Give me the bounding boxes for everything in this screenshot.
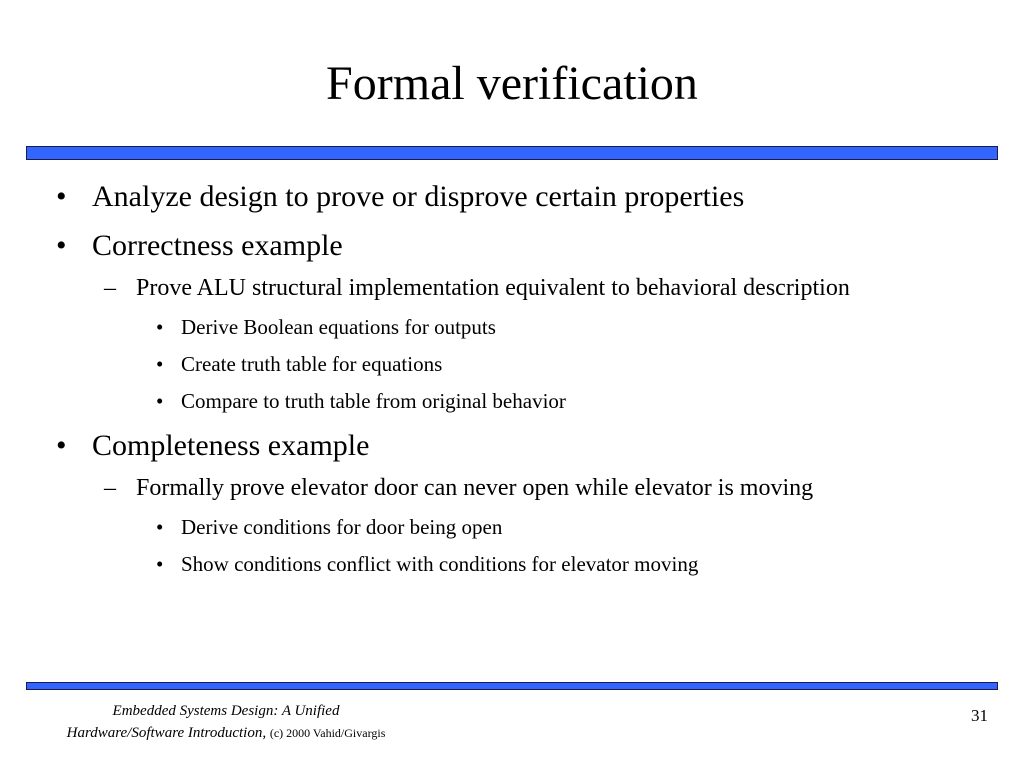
sub-sub-bullet-item: [0, 312, 1024, 342]
bullet-icon: •: [56, 180, 67, 213]
sub-bullet-text: Formally prove elevator door can never open while elevator is moving: [136, 475, 814, 501]
bullet-icon: •: [156, 315, 164, 339]
sub-sub-bullet-item: [0, 512, 1024, 542]
bullet-text: Completeness example: [92, 429, 370, 462]
bullet-icon: •: [156, 389, 164, 413]
bullet-icon: •: [156, 515, 164, 539]
top-divider: [26, 146, 998, 160]
slide-title: Formal verification: [326, 57, 698, 110]
dash-icon: –: [104, 275, 116, 301]
bullet-item: [0, 227, 1024, 265]
bullet-icon: •: [156, 352, 164, 376]
sub-sub-bullet-text: Show conditions conflict with conditions for elevator moving: [181, 552, 699, 576]
bottom-divider: [26, 682, 998, 690]
footer-citation: [26, 700, 426, 744]
footer-line-2: [26, 722, 426, 744]
sub-sub-bullet-item: [0, 349, 1024, 379]
footer-copyright: (c) 2000 Vahid/Givargis: [269, 726, 386, 740]
sub-bullet-item: [0, 471, 1024, 505]
sub-sub-bullet-text: Compare to truth table from original behavior: [181, 389, 566, 413]
bullet-item: [0, 178, 1024, 216]
bullet-text: Analyze design to prove or disprove certain properties: [92, 180, 745, 213]
bullet-icon: •: [156, 552, 164, 576]
dash-icon: –: [104, 475, 116, 501]
footer-book-subtitle: Hardware/Software Introduction,: [66, 725, 267, 741]
footer-book-title: Embedded Systems Design: A Unified: [112, 703, 340, 719]
sub-sub-bullet-text: Create truth table for equations: [181, 352, 443, 376]
page-number: 31: [971, 706, 988, 725]
sub-sub-bullet-text: Derive conditions for door being open: [181, 515, 503, 539]
sub-sub-bullet-text: Derive Boolean equations for outputs: [181, 315, 496, 339]
sub-sub-bullet-item: [0, 386, 1024, 416]
sub-bullet-item: [0, 271, 1024, 305]
bullet-icon: •: [56, 229, 67, 262]
sub-bullet-text: Prove ALU structural implementation equivalent to behavioral description: [136, 275, 850, 301]
bullet-item: [0, 427, 1024, 465]
bullet-icon: •: [56, 429, 67, 462]
slide-body: [0, 178, 1024, 579]
bullet-text: Correctness example: [92, 229, 343, 262]
sub-sub-bullet-item: [0, 549, 1024, 579]
